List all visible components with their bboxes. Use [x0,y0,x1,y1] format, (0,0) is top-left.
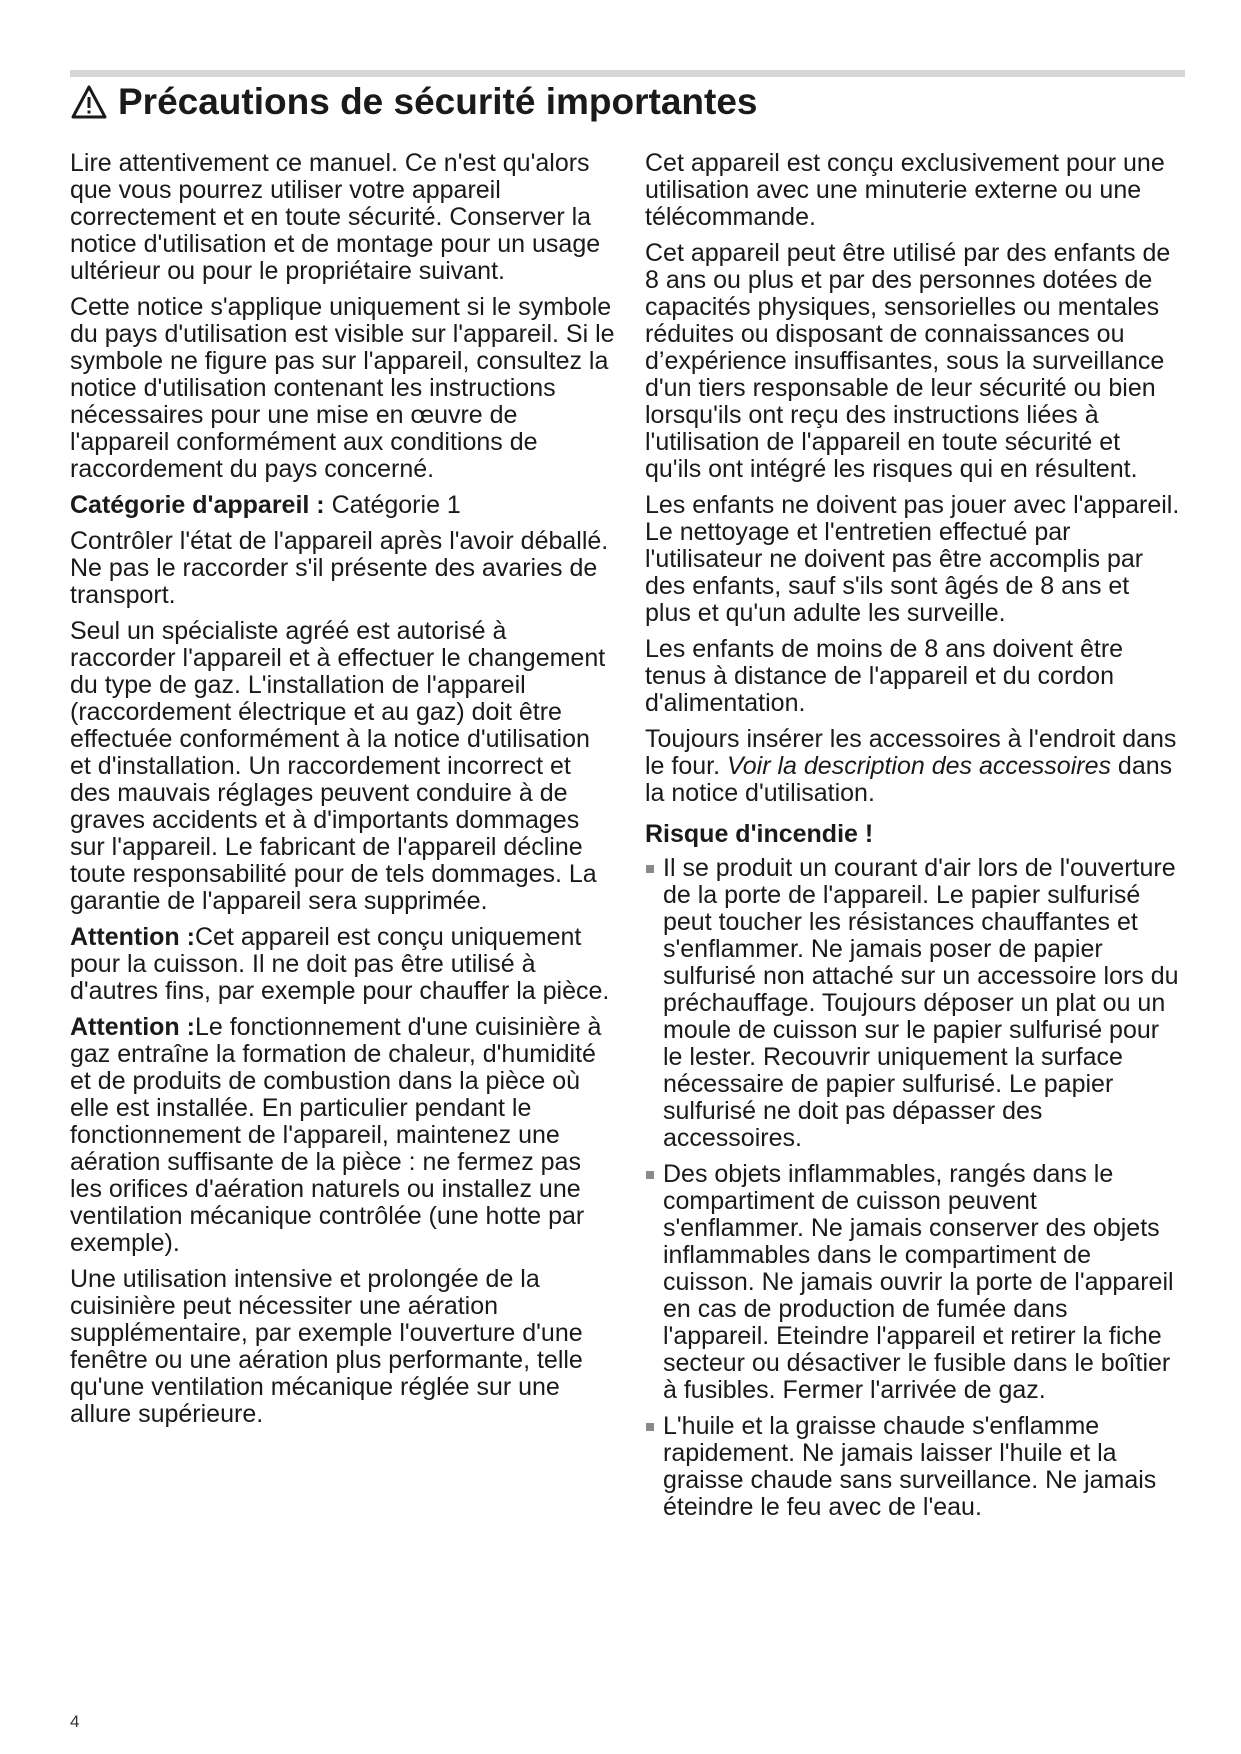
category-value: Catégorie 1 [324,491,461,519]
page-number: 4 [70,1712,80,1731]
category-label: Catégorie d'appareil : [70,491,325,519]
attention-text: Cet appareil est conçu uniquement pour la cuisson. Il ne doit pas être utilisé à d'autres fins, par exemple pour chauffer la pièce. [70,923,610,1005]
right-column [645,150,1180,1530]
attention-text: Le fonctionnement d'une cuisinière à gaz entraîne la formation de chaleur, d'humidité et de produits de combustion dans la pièce où elle est installée. En particulier pendant le fonctionnement de l'appareil, maintenez une aération suffisante de la pièce : ne fermez pas les orifices d'aération naturels ou installez une ventilation mécanique contrôlée (une hotte par exemple). [70,1013,602,1257]
attention-label: Attention : [70,923,195,951]
paragraph-check-condition: Contrôler l'état de l'appareil après l'avoir déballé. Ne pas le raccorder s'il présente des avaries de transport. [70,527,609,609]
paragraph-external-timer: Cet appareil est conçu exclusivement pour une utilisation avec une minuterie externe ou une télécommande. [645,149,1165,231]
list-item [645,1161,1180,1404]
paragraph-attention-cooking [70,924,615,1005]
paragraph-children-distance: Les enfants de moins de 8 ans doivent être tenus à distance de l'appareil et du cordon d'alimentation. [645,635,1124,717]
list-item [645,855,1180,1152]
accessories-reference: Voir la description des accessoires [727,752,1111,780]
left-column [70,150,615,1437]
list-item-text: L'huile et la graisse chaude s'enflamme rapidement. Ne jamais laisser l'huile et la graisse chaude sans surveillance. Ne jamais éteindre le feu avec de l'eau. [663,1412,1157,1521]
page-title-text: Précautions de sécurité importantes [118,81,758,122]
page-title [70,80,757,124]
list-item-text: Il se produit un courant d'air lors de l'ouverture de la porte de l'appareil. Le papier sulfurisé peut toucher les résistances chauffantes et s'enflammer. Ne jamais poser de papier sulfurisé non attaché sur un accessoire lors du préchauffage. Toujours déposer un plat ou un moule de cuisson sur le papier sulfurisé pour le lester. Recouvrir uniquement la surface nécessaire de papier sulfurisé. Le papier sulfurisé ne doit pas dépasser des accessoires. [663,854,1179,1152]
accessories-text-end: dans la notice d'utilisation. [645,752,1173,807]
attention-label: Attention : [70,1013,195,1041]
paragraph-appliance-category [70,492,615,519]
bullet-square-icon [646,865,654,873]
warning-triangle-icon [70,84,108,120]
bullet-square-icon [646,1171,654,1179]
paragraph-children-use: Cet appareil peut être utilisé par des enfants de 8 ans ou plus et par des personnes dotées de capacités physiques, sensorielles ou mentales réduites ou disposant de connaissances ou d’expérience insuffisantes, sous la surveillance d'un tiers responsable de leur sécurité ou bien lorsqu'ils ont reçu des instructions liées à l'utilisation de l'appareil en toute sécurité et qu'ils ont intégré les risques qui en résultent. [645,239,1171,483]
paragraph-specialist: Seul un spécialiste agréé est autorisé à raccorder l'appareil et à effectuer le changement du type de gaz. L'installation de l'appareil (raccordement électrique et au gaz) doit être effectuée conformément à la notice d'utilisation et d'installation. Un raccordement incorrect et des mauvais réglages peuvent conduire à de graves accidents et à d'importants dommages sur l'appareil. Le fabricant de l'appareil décline toute responsabilité pour de tels dommages. La garantie de l'appareil sera supprimée. [70,617,606,915]
list-item-text: Des objets inflammables, rangés dans le compartiment de cuisson peuvent s'enflammer. Ne jamais conserver des objets inflammables dans le compartiment de cuisson. Ne jamais ouvrir la porte de l'appareil en cas de production de fumée dans l'appareil. Eteindre l'appareil et retirer la fiche secteur ou désactiver le fusible dans le boîtier à fusibles. Fermer l'arrivée de gaz. [663,1160,1174,1404]
paragraph-intensive-use: Une utilisation intensive et prolongée de la cuisinière peut nécessiter une aération supplémentaire, par exemple l'ouverture d'une fenêtre ou une aération plus performante, telle qu'une ventilation mécanique réglée sur une allure supérieure. [70,1265,583,1428]
list-item [645,1413,1180,1521]
paragraph-accessories [645,726,1180,807]
fire-risk-heading: Risque d'incendie ! [645,820,874,848]
paragraph-children-play: Les enfants ne doivent pas jouer avec l'appareil. Le nettoyage et l'entretien effectué par l'utilisateur ne doivent pas être accomplis par des enfants, sauf s'ils sont âgés de 8 ans et plus et qu'un adulte les surveille. [645,491,1180,627]
fire-risk-list [645,855,1180,1521]
paragraph-read-manual: Lire attentivement ce manuel. Ce n'est qu'alors que vous pourrez utiliser votre appareil correctement et en toute sécurité. Conserver la notice d'utilisation et de montage pour un usage ultérieur ou pour le propriétaire suivant. [70,149,601,285]
accessories-text: Toujours insérer les accessoires à l'endroit dans le four. [645,725,1177,780]
paragraph-country-symbol: Cette notice s'applique uniquement si le symbole du pays d'utilisation est visible sur l'appareil. Si le symbole ne figure pas sur l'appareil, consultez la notice d'utilisation contenant les instructions nécessaires pour une mise en œuvre de l'appareil conformément aux conditions de raccordement du pays concerné. [70,293,615,483]
paragraph-attention-ventilation [70,1014,615,1257]
bullet-square-icon [646,1423,654,1431]
header-rule [70,70,1185,77]
